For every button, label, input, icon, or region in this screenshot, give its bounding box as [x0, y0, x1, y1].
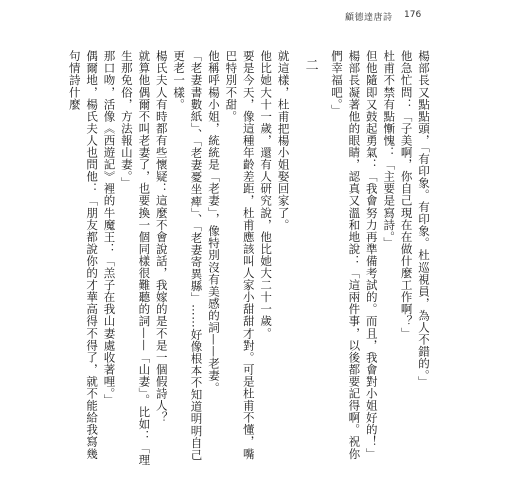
paragraph: 他急忙問：「子美啊，你自己現在在做什麼工作啊？」: [399, 50, 414, 340]
running-head: 顧德達唐詩: [345, 13, 393, 23]
section-number: 二: [302, 58, 318, 72]
paragraph: 就這樣，杜甫把楊小姐娶回家了。: [276, 50, 291, 231]
paragraph: 杜甫不禁有點慚愧：「主要是寫詩。」: [382, 50, 397, 250]
paragraph: 就算他偶爾不叫老妻了，也要換一個同樣很難聽的詞——「山妻」。比如：「理生那免俗，方法報山妻。」: [119, 50, 152, 466]
paragraph: 楊部長又點點頭，「有印象。有印象。杜巡視員，為人不錯的。」: [417, 50, 431, 388]
paragraph: 他稱呼楊小姐，統統是「老妻」，像特別沒有美感的詞——老妻。: [206, 50, 221, 394]
paragraph: 偶爾地，楊氏夫人也問他：「朋友都說你的才華高得不得了，就不能給我寫幾句情詩什麼: [67, 50, 100, 460]
paragraph: 楊部長凝著他的眼睛，認真又溫和地說：「這兩件事，以後都要記得啊。祝你們幸福吧。」: [329, 50, 362, 460]
paragraph: 楊氏夫人有時都有些懷疑：這麼不會說話，我嫁的是不是一個假詩人？: [154, 50, 169, 424]
vertical-text-body: [67, 50, 432, 470]
paragraph: 但他隨即又鼓起勇氣：「我會努力再準備考試的。而且，我會對小姐好的！」: [364, 50, 379, 460]
paragraph: 「老妻書數紙」、「老妻憂坐痺」、「老妻寄異縣」……好像根本不知道明明自己更老一樣。: [172, 50, 204, 461]
paragraph: 那口吻，活像《西遊記》裡的牛魔王：「羔子在我山妻處收著哩。」: [102, 50, 117, 406]
paragraph: 要是今天，像這種年齡差距，杜甫應該叫人家小甜甜才對。可是杜甫不懂，嘴巴特別不甜。: [224, 50, 256, 460]
page-number: 176: [404, 10, 422, 20]
paragraph: 他比她大十一歲，還有人研究說，他比她大二十一歲。: [259, 50, 274, 340]
